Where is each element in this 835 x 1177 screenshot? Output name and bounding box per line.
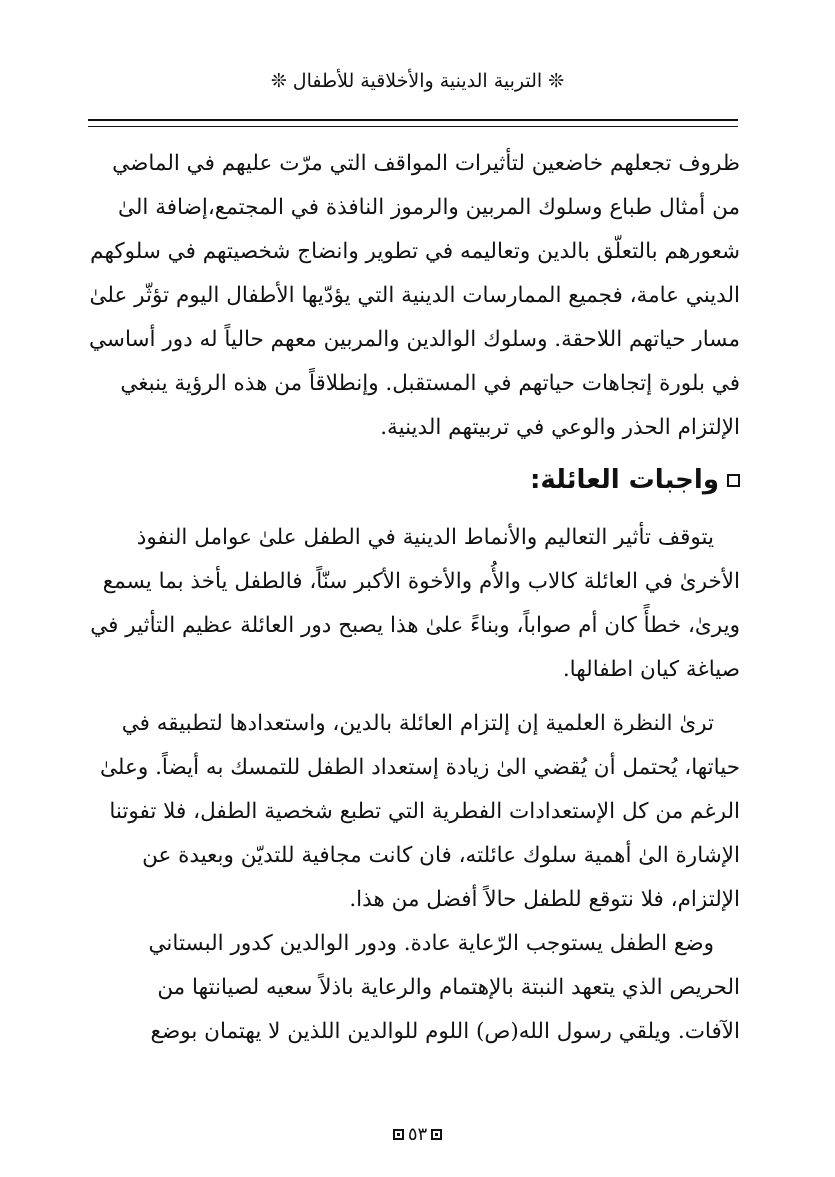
body-text (86, 142, 740, 1054)
running-header: ❊ التربية الدينية والأخلاقية للأطفال ❊ (270, 70, 565, 92)
text-line: ويرىٰ، خطأً كان أم صواباً، وبناءً علىٰ هذا يصبح دور العائلة عظيم التأثير في (90, 613, 740, 638)
text-line: في بلورة إتجاهات حياتهم في المستقبل. وإنطلاقاً من هذه الرؤية ينبغي (120, 371, 740, 396)
page-number (0, 1124, 835, 1145)
paragraph-3 (86, 702, 740, 922)
text-line: الرغم من كل الإستعدادات الفطرية التي تطبع شخصية الطفل، فلا تفوتنا (109, 799, 740, 824)
text-line: يتوقف تأثير التعاليم والأنماط الدينية في الطفل علىٰ عوامل النفوذ (136, 525, 714, 550)
text-line: الأخرىٰ في العائلة كالاب والأُم والأخوة الأكبر سنّاً، فالطفل يأخذ بما يسمع (102, 569, 740, 594)
text-line: صياغة كيان اطفالها. (562, 657, 740, 682)
text-line: الديني عامة، فجميع الممارسات الدينية التي يؤدّيها الأطفال اليوم تؤثّر علىٰ (89, 283, 740, 308)
text-line: الإلتزام الحذر والوعي في تربيتهم الدينية. (380, 415, 740, 440)
section-heading (86, 460, 740, 500)
text-line: وضع الطفل يستوجب الرّعاية عادة. ودور الوالدين كدور البستاني (148, 931, 714, 956)
text-line: حياتها، يُحتمل أن يُقضي الىٰ زيادة إستعداد الطفل للتمسك به أيضاً. وعلىٰ (100, 755, 740, 780)
square-ornament-icon (393, 1129, 404, 1140)
page-number-label: ٥٣ (407, 1124, 428, 1145)
text-line: مسار حياتهم اللاحقة. وسلوك الوالدين والمربين معهم حالياً له دور أساسي (89, 327, 740, 352)
text-line: الحريص الذي يتعهد النبتة بالإهتمام والرعاية باذلاً سعيه لصيانتها من (157, 975, 740, 1000)
text-line: ظروف تجعلهم خاضعين لتأثيرات المواقف التي مرّت عليهم في الماضي (112, 151, 740, 176)
paragraph-1 (86, 142, 740, 450)
paragraph-4 (86, 922, 740, 1054)
paragraph-2 (86, 516, 740, 692)
header-rule-thick (88, 119, 738, 121)
text-line: الإلتزام، فلا نتوقع للطفل حالاً أفضل من هذا. (349, 887, 740, 912)
square-bullet-icon (727, 474, 740, 487)
header-rule-thin (88, 126, 738, 127)
text-line: الآفات. ويلقي رسول الله(ص) اللوم للوالدين اللذين لا يهتمان بوضع (150, 1019, 740, 1044)
square-ornament-icon (431, 1129, 442, 1140)
text-line: ترىٰ النظرة العلمية إن إلتزام العائلة بالدين، واستعدادها لتطبيقه في (121, 711, 714, 736)
text-line: من أمثال طباع وسلوك المربين والرموز النافذة في المجتمع،إضافة الىٰ (117, 195, 740, 220)
text-line: الإشارة الىٰ أهمية سلوك عائلته، فان كانت مجافية للتديّن وبعيدة عن (142, 843, 740, 868)
section-heading-label: واجبات العائلة: (529, 465, 719, 495)
text-line: شعورهم بالتعلّق بالدين وتعاليمه في تطوير وانضاج شخصيتهم في سلوكهم (90, 239, 740, 264)
